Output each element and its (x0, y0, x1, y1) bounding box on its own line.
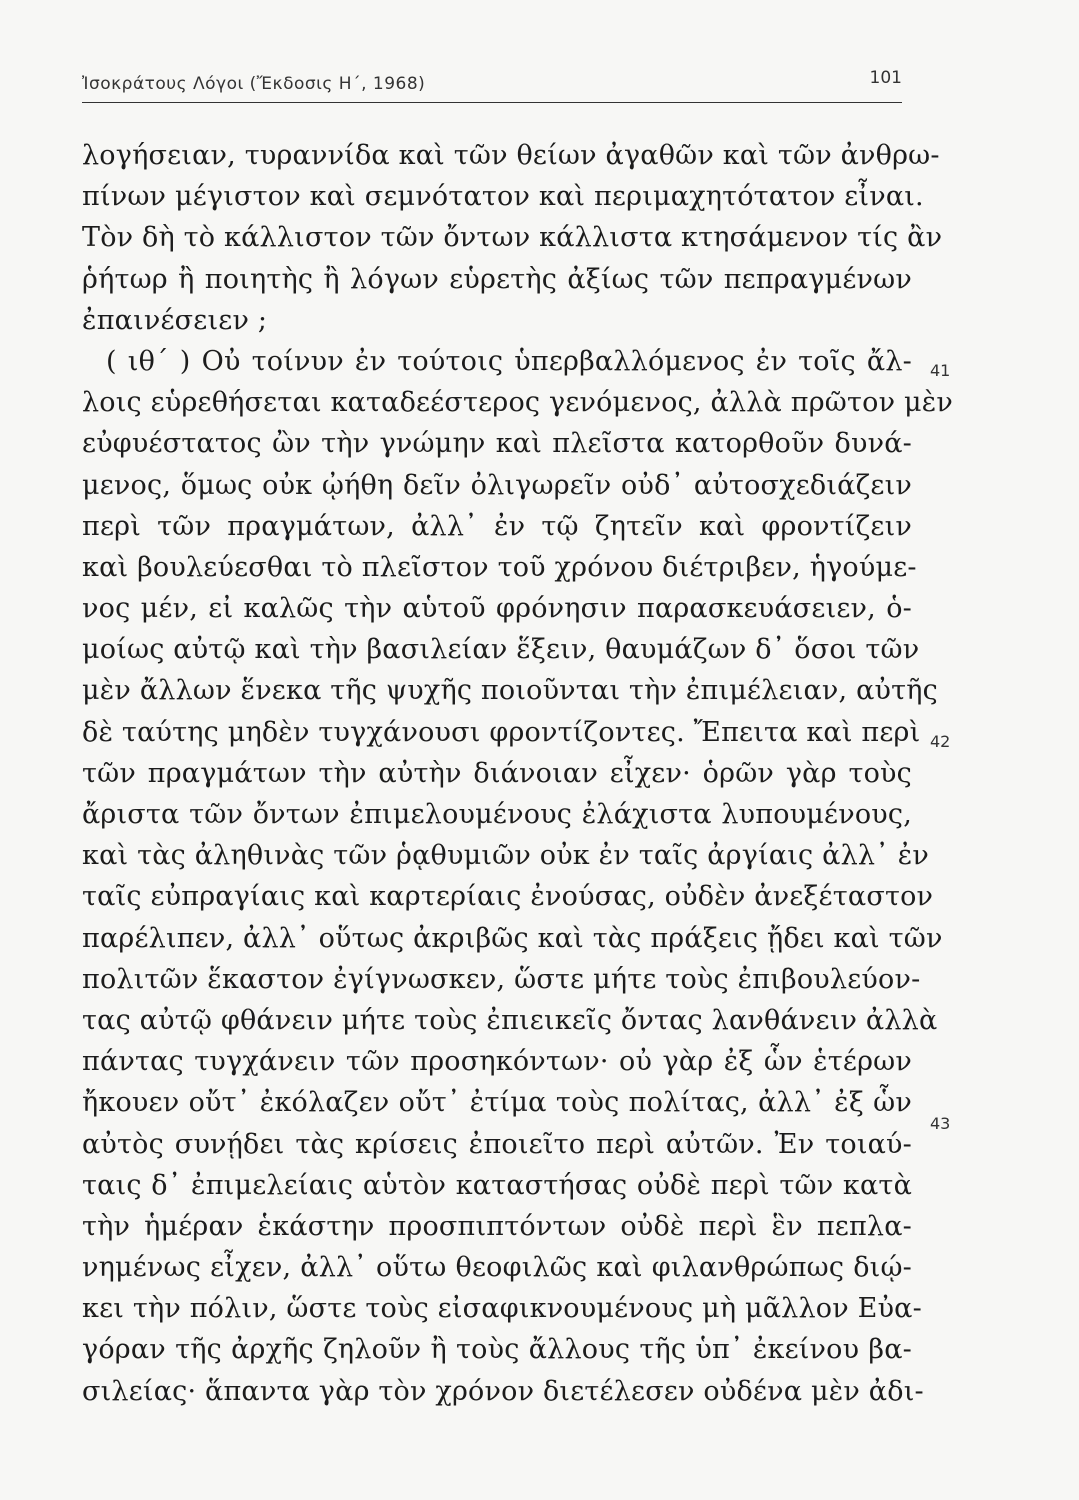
text-line: ἤκουεν οὔτ᾽ ἐκόλαζεν οὔτ᾽ ἐτίμα τοὺς πολίτας, ἀλλ᾽ ἐξ ὧν (82, 1087, 912, 1119)
text-line: πάντας τυγχάνειν τῶν προσηκόντων· οὐ γὰρ ἐξ ὧν ἑτέρων (82, 1046, 912, 1078)
text-line: νος μέν, εἰ καλῶς τὴν αὑτοῦ φρόνησιν παρασκευάσειεν, ὁ- (82, 593, 912, 625)
text-line: ταις δ᾽ ἐπιμελείαις αὑτὸν καταστήσας οὐδὲ περὶ τῶν κατὰ (82, 1169, 912, 1201)
text-line: μοίως αὐτῷ καὶ τὴν βασιλείαν ἕξειν, θαυμάζων δ᾽ ὅσοι τῶν (82, 634, 920, 666)
text-line: πολιτῶν ἕκαστον ἐγίγνωσκεν, ὥστε μήτε τοὺς ἐπιβουλεύον- (82, 963, 921, 995)
text-line: λοις εὑρεθήσεται καταδεέστερος γενόμενος, ἀλλὰ πρῶτον μὲν (82, 387, 954, 419)
text-line: πίνων μέγιστον καὶ σεμνότατον καὶ περιμαχητότατον εἶναι. (82, 181, 924, 213)
text-line: μενος, ὅμως οὐκ ᾠήθη δεῖν ὀλιγωρεῖν οὐδ᾽ αὐτοσχεδιάζειν (82, 469, 912, 501)
page-number: 101 (869, 68, 902, 88)
text-line: νημένως εἶχεν, ἀλλ᾽ οὕτω θεοφιλῶς καὶ φιλανθρώπως διῴ- (82, 1252, 912, 1284)
text-line: καὶ βουλεύεσθαι τὸ πλεῖστον τοῦ χρόνου διέτριβεν, ἡγούμε- (82, 551, 917, 583)
text-line: τὴν ἡμέραν ἑκάστην προσπιπτόντων οὐδὲ περὶ ἓν πεπλα- (82, 1210, 912, 1242)
text-line: εὐφυέστατος ὢν τὴν γνώμην καὶ πλεῖστα κατορθοῦν δυνά- (82, 428, 912, 460)
text-line: ἄριστα τῶν ὄντων ἐπιμελουμένους ἐλάχιστα λυπουμένους, (82, 799, 912, 830)
text-line: αὐτὸς συνῄδει τὰς κρίσεις ἐποιεῖτο περὶ αὐτῶν. Ἐν τοιαύ- (82, 1128, 912, 1160)
text-line-section-start: ( ιθ΄ ) Οὐ τοίνυν ἐν τούτοις ὑπερβαλλόμενος ἐν τοῖς ἄλ- (106, 345, 912, 377)
text-line: κει τὴν πόλιν, ὥστε τοὺς εἰσαφικνουμένους μὴ μᾶλλον Εὐα- (82, 1293, 922, 1325)
text-line: δὲ ταύτης μηδὲν τυγχάνουσι φροντίζοντες. Ἔπειτα καὶ περὶ (82, 716, 921, 748)
running-header (82, 68, 902, 103)
text-line: σιλείας· ἅπαντα γὰρ τὸν χρόνον διετέλεσεν οὐδένα μὲν ἀδι- (82, 1375, 924, 1407)
text-line: μὲν ἄλλων ἕνεκα τῆς ψυχῆς ποιοῦνται τὴν ἐπιμέλειαν, αὐτῆς (82, 675, 938, 707)
margin-section-number: 43 (930, 1114, 951, 1133)
text-line: Τὸν δὴ τὸ κάλλιστον τῶν ὄντων κάλλιστα κτησάμενον τίς ἂν (82, 222, 943, 254)
text-line: παρέλιπεν, ἀλλ᾽ οὕτως ἀκριβῶς καὶ τὰς πράξεις ᾔδει καὶ τῶν (82, 922, 943, 954)
text-line: γόραν τῆς ἀρχῆς ζηλοῦν ἢ τοὺς ἄλλους τῆς ὑπ᾽ ἐκείνου βα- (82, 1334, 912, 1366)
text-line: ῥήτωρ ἢ ποιητὴς ἢ λόγων εὑρετὴς ἀξίως τῶν πεπραγμένων (82, 263, 912, 295)
text-line: ταῖς εὐπραγίαις καὶ καρτερίαις ἐνούσας, οὐδὲν ἀνεξέταστον (82, 881, 934, 913)
text-line: περὶ τῶν πραγμάτων, ἀλλ᾽ ἐν τῷ ζητεῖν καὶ φροντίζειν (82, 510, 912, 542)
text-line: τας αὐτῷ φθάνειν μήτε τοὺς ἐπιεικεῖς ὄντας λανθάνειν ἀλλὰ (82, 1004, 938, 1036)
running-title: Ἰσοκράτους Λόγοι (Ἔκδοσις Η΄, 1968) (82, 74, 426, 94)
margin-section-number: 42 (930, 732, 951, 751)
text-line: λογήσειαν, τυραννίδα καὶ τῶν θείων ἀγαθῶν καὶ τῶν ἀνθρω- (82, 140, 940, 171)
margin-section-number: 41 (930, 361, 951, 380)
text-line: καὶ τὰς ἀληθινὰς τῶν ῥᾳθυμιῶν οὐκ ἐν ταῖς ἀργίαις ἀλλ᾽ ἐν (82, 840, 930, 872)
text-line: ἐπαινέσειεν ; (82, 304, 268, 336)
text-line: τῶν πραγμάτων τὴν αὐτὴν διάνοιαν εἶχεν· ὁρῶν γὰρ τοὺς (82, 757, 912, 789)
